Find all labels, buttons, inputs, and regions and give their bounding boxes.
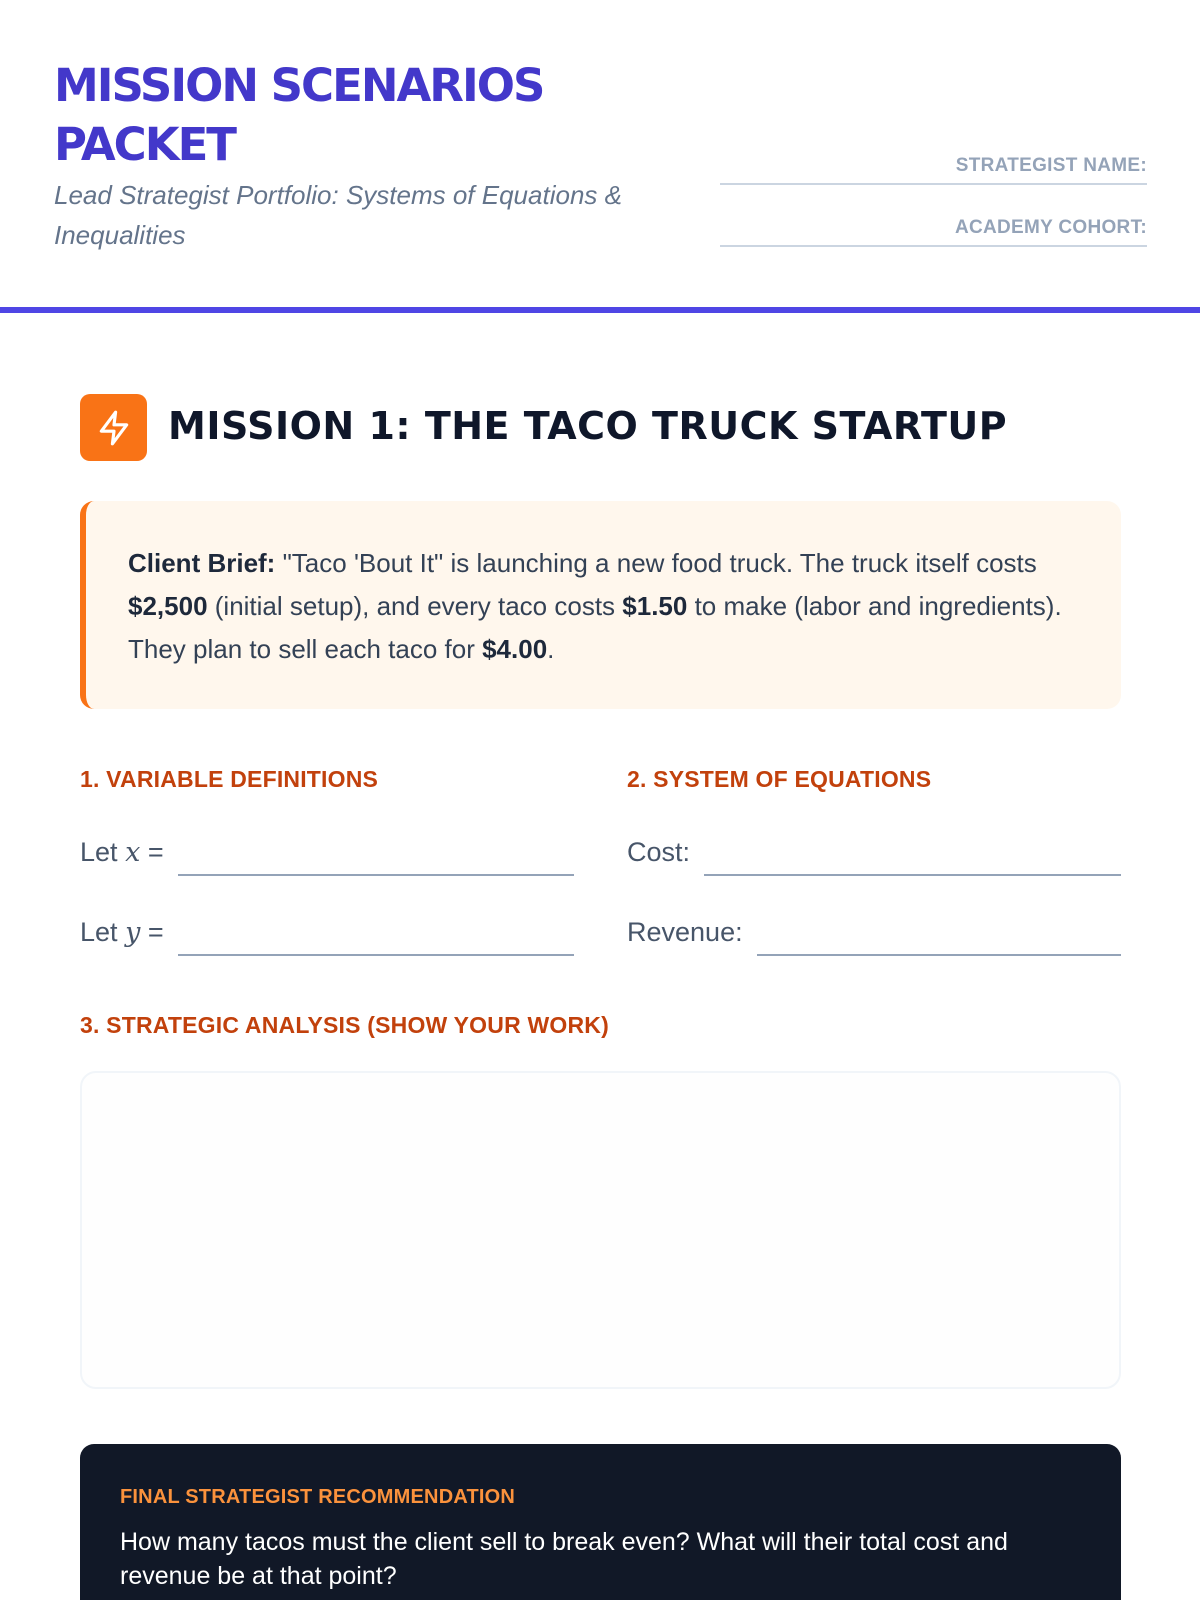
academy-cohort-field[interactable] [720,217,1147,247]
revenue-equation-input[interactable] [757,916,1121,956]
strategist-name-label: STRATEGIST NAME: [955,155,1147,176]
variable-definitions-heading: 1. VARIABLE DEFINITIONS [80,766,379,792]
lightning-bolt-icon [80,394,147,461]
client-brief [80,501,1121,709]
final-recommendation-panel [80,1444,1121,1600]
variable-y-input[interactable] [178,916,574,956]
cost-label: Cost: [627,837,691,867]
page-header [0,0,1200,313]
page-subtitle: Lead Strategist Portfolio: Systems of Equations & Inequalities [54,180,622,250]
strategic-analysis-heading: 3. STRATEGIC ANALYSIS (SHOW YOUR WORK) [80,1012,609,1038]
variable-y-label: Let y = [80,917,164,948]
variable-x-row [80,836,574,876]
cost-equation-row [627,836,1121,876]
brief-taco-price: $4.00 [482,634,548,664]
page-title: MISSION SCENARIOS PACKET [54,59,544,171]
brief-truck-cost: $2,500 [128,591,208,621]
variable-y-row [80,916,574,956]
mission-title: MISSION 1: THE TACO TRUCK STARTUP [168,404,1008,448]
brief-text-4: . [547,634,555,664]
strategist-name-field[interactable] [720,155,1147,185]
academy-cohort-label: ACADEMY COHORT: [954,217,1147,238]
revenue-equation-row [627,916,1121,956]
brief-text-3: to make (labor and ingredients). They plan to sell each taco for [128,591,1062,664]
brief-text-2: (initial setup), and every taco costs [207,591,623,621]
brief-taco-cost: $1.50 [622,591,688,621]
system-of-equations-heading: 2. SYSTEM OF EQUATIONS [627,766,932,792]
revenue-label: Revenue: [627,917,743,947]
variable-x-input[interactable] [178,836,574,876]
final-recommendation-heading: FINAL STRATEGIST RECOMMENDATION [120,1486,516,1508]
cost-equation-input[interactable] [704,836,1121,876]
final-recommendation-question: How many tacos must the client sell to break even? What will their total cost and revenue be at that point? [120,1528,1008,1590]
variable-x-label: Let x = [80,837,164,868]
brief-text-1: "Taco 'Bout It" is launching a new food truck. The truck itself costs [275,548,1037,578]
work-area[interactable] [80,1071,1121,1389]
brief-label: Client Brief: [128,548,276,578]
